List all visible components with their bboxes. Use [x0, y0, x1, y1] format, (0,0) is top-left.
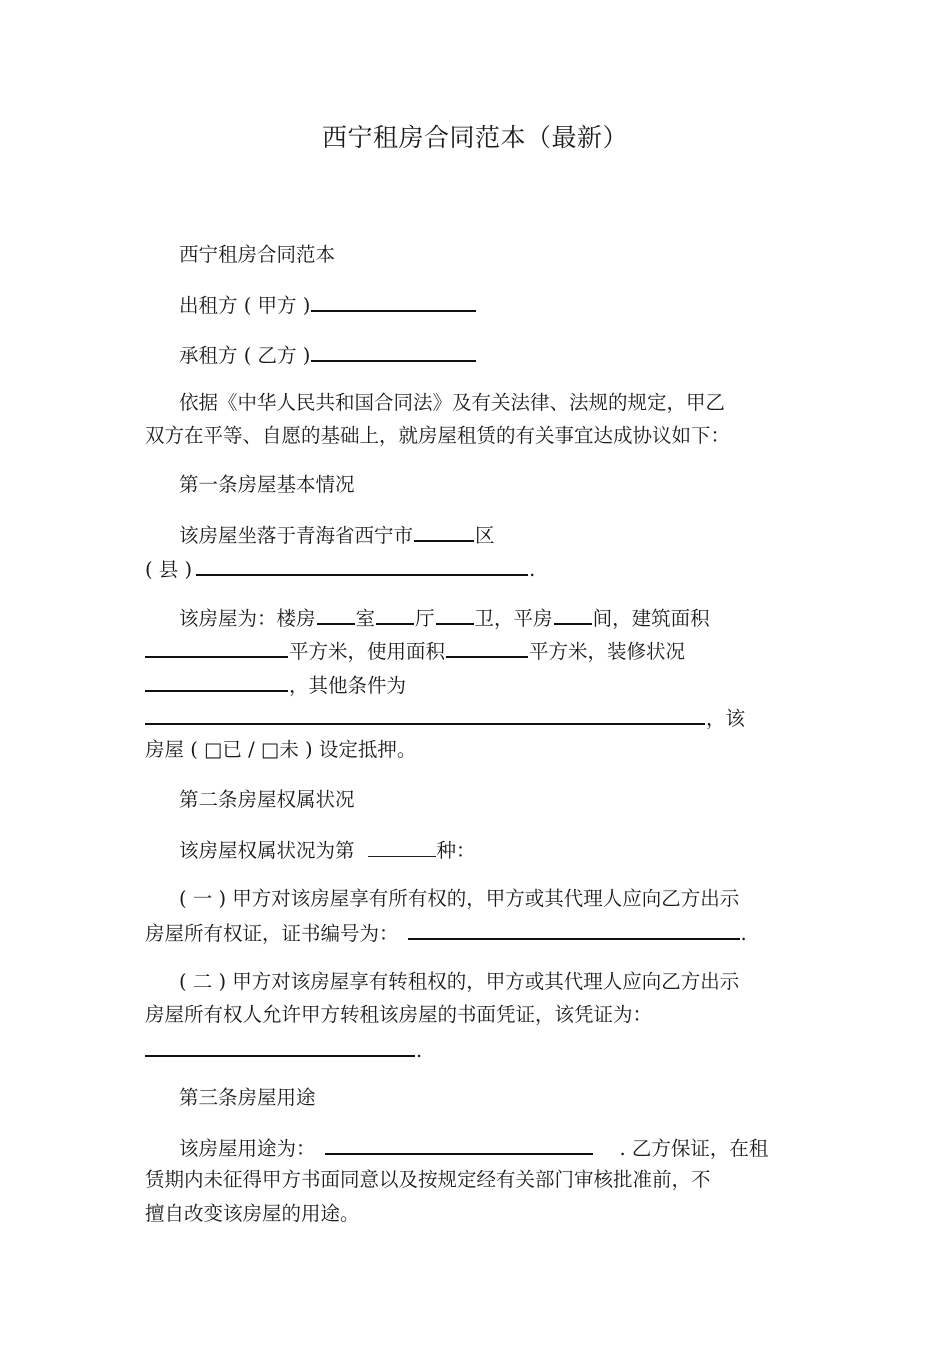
ownership-type-suffix: 种：: [436, 839, 476, 862]
ownership-type-line: [179, 838, 476, 863]
details-line-2: [145, 638, 685, 664]
certificate-label: 房屋所有权证，证书编号为：: [145, 922, 399, 945]
location-line-2: [145, 556, 535, 582]
decoration-blank[interactable]: [145, 672, 288, 692]
county-label: ( 县 ): [145, 558, 193, 581]
usage-line-1: [179, 1135, 768, 1161]
usage-line-2: 赁期内未征得甲方书面同意以及按规定经有关部门审核批准前，不: [145, 1168, 711, 1191]
mortgage-line: 房屋 ( □已 / □未 ) 设定抵押。: [145, 738, 417, 761]
room-count-blank[interactable]: [317, 605, 355, 625]
document-title: 西宁租房合同范本（最新）: [321, 123, 628, 152]
article1-heading: 第一条房屋基本情况: [179, 473, 355, 496]
item1-line-1: ( 一 ) 甲方对该房屋享有所有权的，甲方或其代理人应向乙方出示: [179, 887, 740, 910]
usage-label: 该房屋用途为：: [179, 1137, 316, 1160]
usage-blank[interactable]: [325, 1135, 593, 1155]
certificate-number-blank[interactable]: [408, 920, 740, 940]
lessor-line: [179, 292, 477, 318]
details-line-4: [145, 705, 745, 731]
item2-end: .: [416, 1039, 423, 1062]
sublease-proof-blank[interactable]: [145, 1037, 415, 1057]
bath-label: 卫，平房: [474, 607, 553, 630]
item1-end: .: [740, 922, 747, 945]
details-line-3: [145, 672, 406, 698]
building-area-blank[interactable]: [145, 638, 288, 658]
building-area-label: 间，建筑面积: [592, 607, 710, 630]
preamble-line-1: 依据《中华人民共和国合同法》及有关法律、法规的规定，甲乙: [179, 391, 726, 414]
article3-heading: 第三条房屋用途: [179, 1086, 316, 1109]
item2-line-3: [145, 1037, 422, 1063]
item1-line-2: [145, 920, 747, 946]
location-line-1: [179, 522, 495, 548]
lessee-blank[interactable]: [311, 342, 476, 362]
district-blank[interactable]: [414, 522, 474, 542]
location-end: .: [529, 558, 536, 581]
preamble-line-2: 双方在平等、自愿的基础上，就房屋租赁的有关事宜达成协议如下：: [145, 424, 731, 447]
district-label: 区: [475, 524, 495, 547]
usage-guarantee: . 乙方保证，在租: [619, 1137, 769, 1160]
item2-line-1: ( 二 ) 甲方对该房屋享有转租权的，甲方或其代理人应向乙方出示: [179, 970, 740, 993]
details-continue: ，该: [706, 707, 746, 730]
document-subtitle: 西宁租房合同范本: [179, 243, 336, 266]
lessee-line: [179, 342, 477, 368]
hall-count-blank[interactable]: [376, 605, 414, 625]
details-intro: 该房屋为：楼房: [179, 607, 316, 630]
lessor-label: 出租方 ( 甲方 ): [179, 294, 311, 317]
usable-area-blank[interactable]: [446, 638, 528, 658]
usable-area-label: 平方米，使用面积: [289, 640, 446, 663]
usage-line-3: 擅自改变该房屋的用途。: [145, 1202, 360, 1225]
other-conditions-blank[interactable]: [145, 705, 705, 725]
ownership-type-prefix: 该房屋权属状况为第: [179, 839, 355, 862]
decoration-label: 平方米，装修状况: [529, 640, 686, 663]
item2-line-2: 房屋所有权人允许甲方转租该房屋的书面凭证，该凭证为：: [145, 1003, 653, 1026]
bungalow-count-blank[interactable]: [554, 605, 592, 625]
details-line-1: [179, 605, 710, 631]
article2-heading: 第二条房屋权属状况: [179, 788, 355, 811]
address-blank[interactable]: [196, 556, 528, 576]
lessee-label: 承租方 ( 乙方 ): [179, 344, 311, 367]
lessor-blank[interactable]: [311, 292, 476, 312]
hall-label: 厅: [415, 607, 435, 630]
room-label: 室: [355, 607, 376, 630]
other-conditions-label: ，其他条件为: [289, 674, 407, 697]
location-prefix: 该房屋坐落于青海省西宁市: [179, 524, 414, 547]
ownership-type-blank[interactable]: [368, 838, 436, 857]
bath-count-blank[interactable]: [436, 605, 474, 625]
